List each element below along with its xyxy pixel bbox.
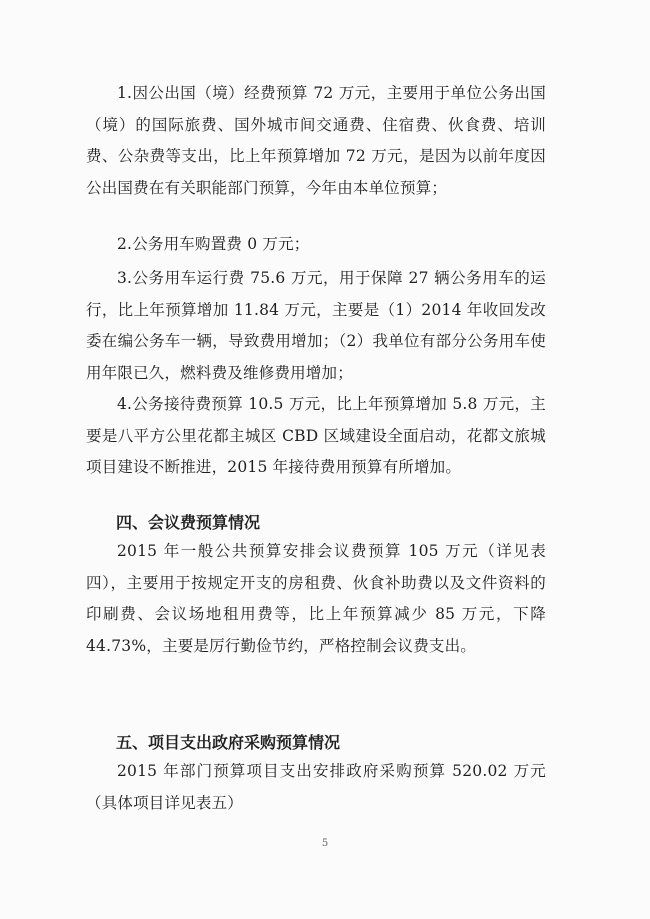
page-number: 5 [321, 838, 329, 849]
section-heading-meeting-fees: 四、会议费预算情况 [116, 513, 261, 532]
section-heading-procurement: 五、项目支出政府采购预算情况 [116, 733, 341, 752]
paragraph-overseas-travel: 1.因公出国（境）经费预算 72 万元，主要用于单位公务出国（境）的国际旅费、国外城市间交通费、住宿费、伙食费、培训费、公杂费等支出，比上年预算增加 72 万元，是因为以前年度因公出国费在有关职能部门预算，今年由本单位预算； [86, 84, 546, 197]
paragraph-reception: 4.公务接待费预算 10.5 万元，比上年预算增加 5.8 万元，主要是八平方公里花都主城区 CBD 区域建设全面启动，花都文旅城项目建设不断推进，2015 年接待费用预算有所增加。 [86, 395, 546, 476]
paragraph-procurement: 2015 年部门预算项目支出安排政府采购预算 520.02 万元（具体项目详见表五） [86, 762, 546, 812]
paragraph-meeting-fees: 2015 年一般公共预算安排会议费预算 105 万元（详见表四），主要用于按规定开支的房租费、伙食补助费以及文件资料的印刷费、会议场地租用费等，比上年预算减少 85 万元，下降 44.73%，主要是厉行勤俭节约，严格控制会议费支出。 [86, 542, 546, 655]
paragraph-vehicle-operation: 3.公务用车运行费 75.6 万元，用于保障 27 辆公务用车的运行，比上年预算增加 11.84 万元，主要是（1）2014 年收回发改委在编公务车一辆，导致费用增加；（2）我单位有部分公务用车使用年限已久，燃料费及维修费用增加； [86, 269, 546, 382]
paragraph-vehicle-purchase: 2.公务用车购置费 0 万元； [117, 235, 310, 253]
